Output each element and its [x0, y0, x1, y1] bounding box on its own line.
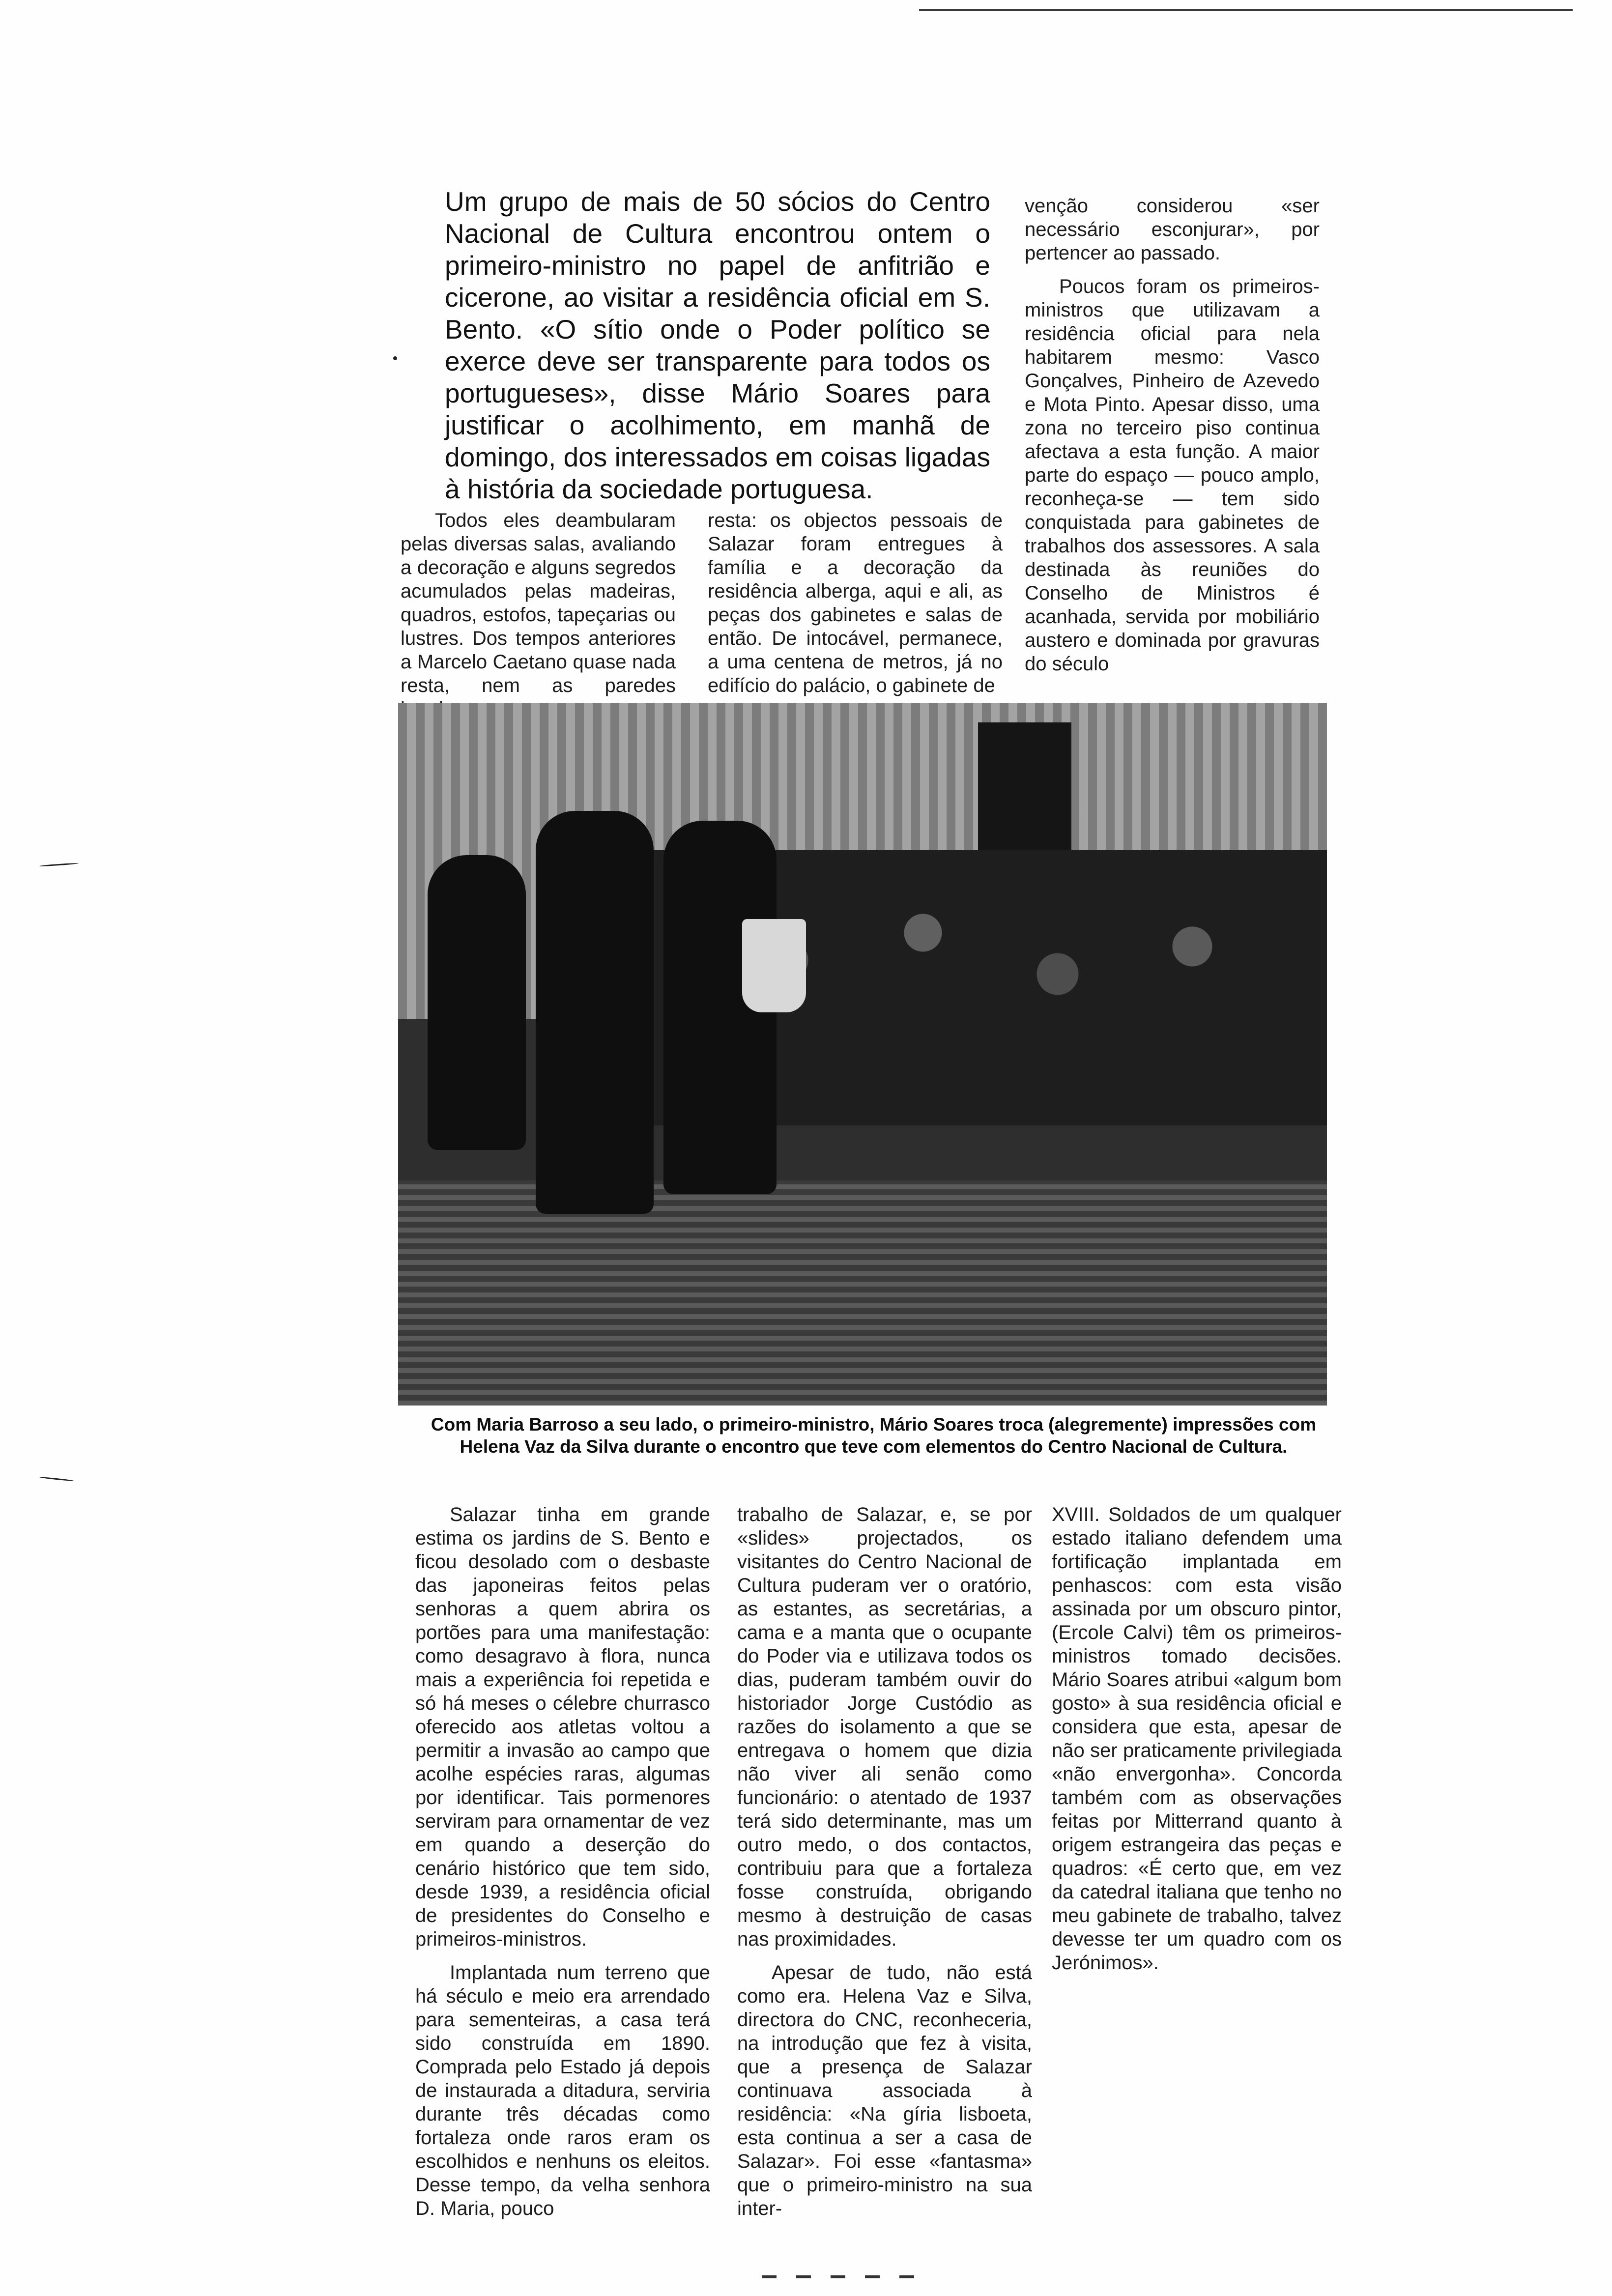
- article-lede: Um grupo de mais de 50 sócios do Centro Nacional de Cultura encontrou ontem o primeiro-ministro no papel de anfitrião e cicerone, ao visitar a residência oficial em S. Bento. «O sítio onde o Poder político se exerce deve ser transparente para todos os portugueses», disse Mário Soares para justificar o acolhimento, em manhã de domingo, dos interessados em coisas ligadas à história da sociedade portuguesa.: [445, 186, 990, 504]
- article-column-3-top: [1025, 194, 1320, 686]
- paragraph: trabalho de Salazar, e, se por «slides» projectados, os visitantes do Centro Nacional de Cultura puderam ver o oratório, as estantes, as secretárias, a cama e a manta que o ocupante do Poder via e utilizava todos os dias, puderam também ouvir do historiador Jorge Custódio as razões do isolamento a que se entregava o homem que dizia não viver ali senão como funcionário: o atentado de 1937 terá sido determinante, mas um outro medo, o dos contactos, contribuiu para que a fortaleza fosse construída, obrigando mesmo à destruição de casas nas proximidades.: [737, 1504, 1032, 1950]
- news-photo: [398, 703, 1327, 1406]
- paragraph: XVIII. Soldados de um qualquer estado italiano defendem uma fortificação implantada em penhascos: com esta visão assinada por um obscuro pintor, (Ercole Calvi) têm os primeiros-ministros tomado decisões. Mário Soares atribui «algum bom gosto» à sua residência oficial e considera que esta, apesar de não ser praticamente privilegiada «não envergonha». Concorda também com as observações feitas por Mitterrand quanto à origem estrangeira das peças e quadros: «É certo que, em vez da catedral italiana que tenho no meu gabinete de trabalho, talvez devesse ter um quadro com os Jerónimos».: [1052, 1504, 1342, 1974]
- article-column-2-bottom: [737, 1503, 1032, 2230]
- article-column-1-bottom: [415, 1503, 710, 2230]
- photo-caption: Com Maria Barroso a seu lado, o primeiro-ministro, Mário Soares troca (alegremente) impressões com Helena Vaz da Silva durante o encontro que teve com elementos do Centro Nacional de Cultura.: [431, 1414, 1317, 1457]
- paragraph: Implantada num terreno que há século e meio era arrendado para sementeiras, a casa terá sido construída em 1890. Comprada pelo Estado já depois de instaurada a ditadura, serviria durante três décadas como fortaleza onde raros eram os escolhidos e nenhuns os eleitos. Desse tempo, da velha senhora D. Maria, pouco: [415, 1962, 710, 2219]
- margin-dot: [393, 356, 397, 360]
- paragraph: venção considerou «ser necessário esconjurar», por pertencer ao passado.: [1025, 195, 1320, 264]
- article-column-2-top: [708, 509, 1003, 707]
- paragraph: Poucos foram os primeiros-ministros que utilizavam a residência oficial para nela habitarem mesmo: Vasco Gonçalves, Pinheiro de Azevedo e Mota Pinto. Apesar disso, uma zona no terceiro piso continua afectava a esta função. A maior parte do espaço — pouco amplo, reconheça-se — tem sido conquistada para gabinetes de trabalhos dos assessores. A sala destinada às reuniões do Conselho de Ministros é acanhada, servida por mobiliário austero e dominada por gravuras do século: [1025, 276, 1320, 675]
- scan-bottom-marks: [762, 2275, 929, 2278]
- article-column-3-bottom: [1052, 1503, 1342, 1984]
- scan-edge-line: [919, 9, 1573, 11]
- paragraph: Apesar de tudo, não está como era. Helena Vaz e Silva, directora do CNC, reconheceria, na introdução que fez à visita, que a presença de Salazar continuava associada à residência: «Na gíria lisboeta, esta continua a ser a casa de Salazar». Foi esse «fantasma» que o primeiro-ministro na sua inter-: [737, 1962, 1032, 2219]
- paragraph: Salazar tinha em grande estima os jardins de S. Bento e ficou desolado com o desbaste das japoneiras feitos pelas senhoras a quem abrira os portões para uma manifestação: como desagravo à flora, nunca mais a experiência foi repetida e só há meses o célebre churrasco oferecido aos atletas voltou a permitir a invasão ao campo que acolhe espécies raras, algumas por identificar. Tais pormenores serviram para ornamentar de vez em quando a deserção do cenário histórico que tem sido, desde 1939, a residência oficial de presidentes do Conselho e primeiros-ministros.: [415, 1504, 710, 1950]
- paragraph: resta: os objectos pessoais de Salazar foram entregues à família e a decoração da residência alberga, aqui e ali, as peças dos gabinetes e salas de então. De intocável, permanece, a uma centena de metros, já no edifício do palácio, o gabinete de: [708, 510, 1003, 696]
- margin-mark: [39, 862, 79, 867]
- paragraph: Todos eles deambularam pelas diversas salas, avaliando a decoração e alguns segredos acumulados pelas madeiras, quadros, estofos, tapeçarias ou lustres. Dos tempos anteriores a Marcelo Caetano quase nada resta, nem as paredes: [401, 510, 676, 696]
- article-column-1-top: [401, 509, 676, 731]
- margin-mark: [39, 1476, 74, 1481]
